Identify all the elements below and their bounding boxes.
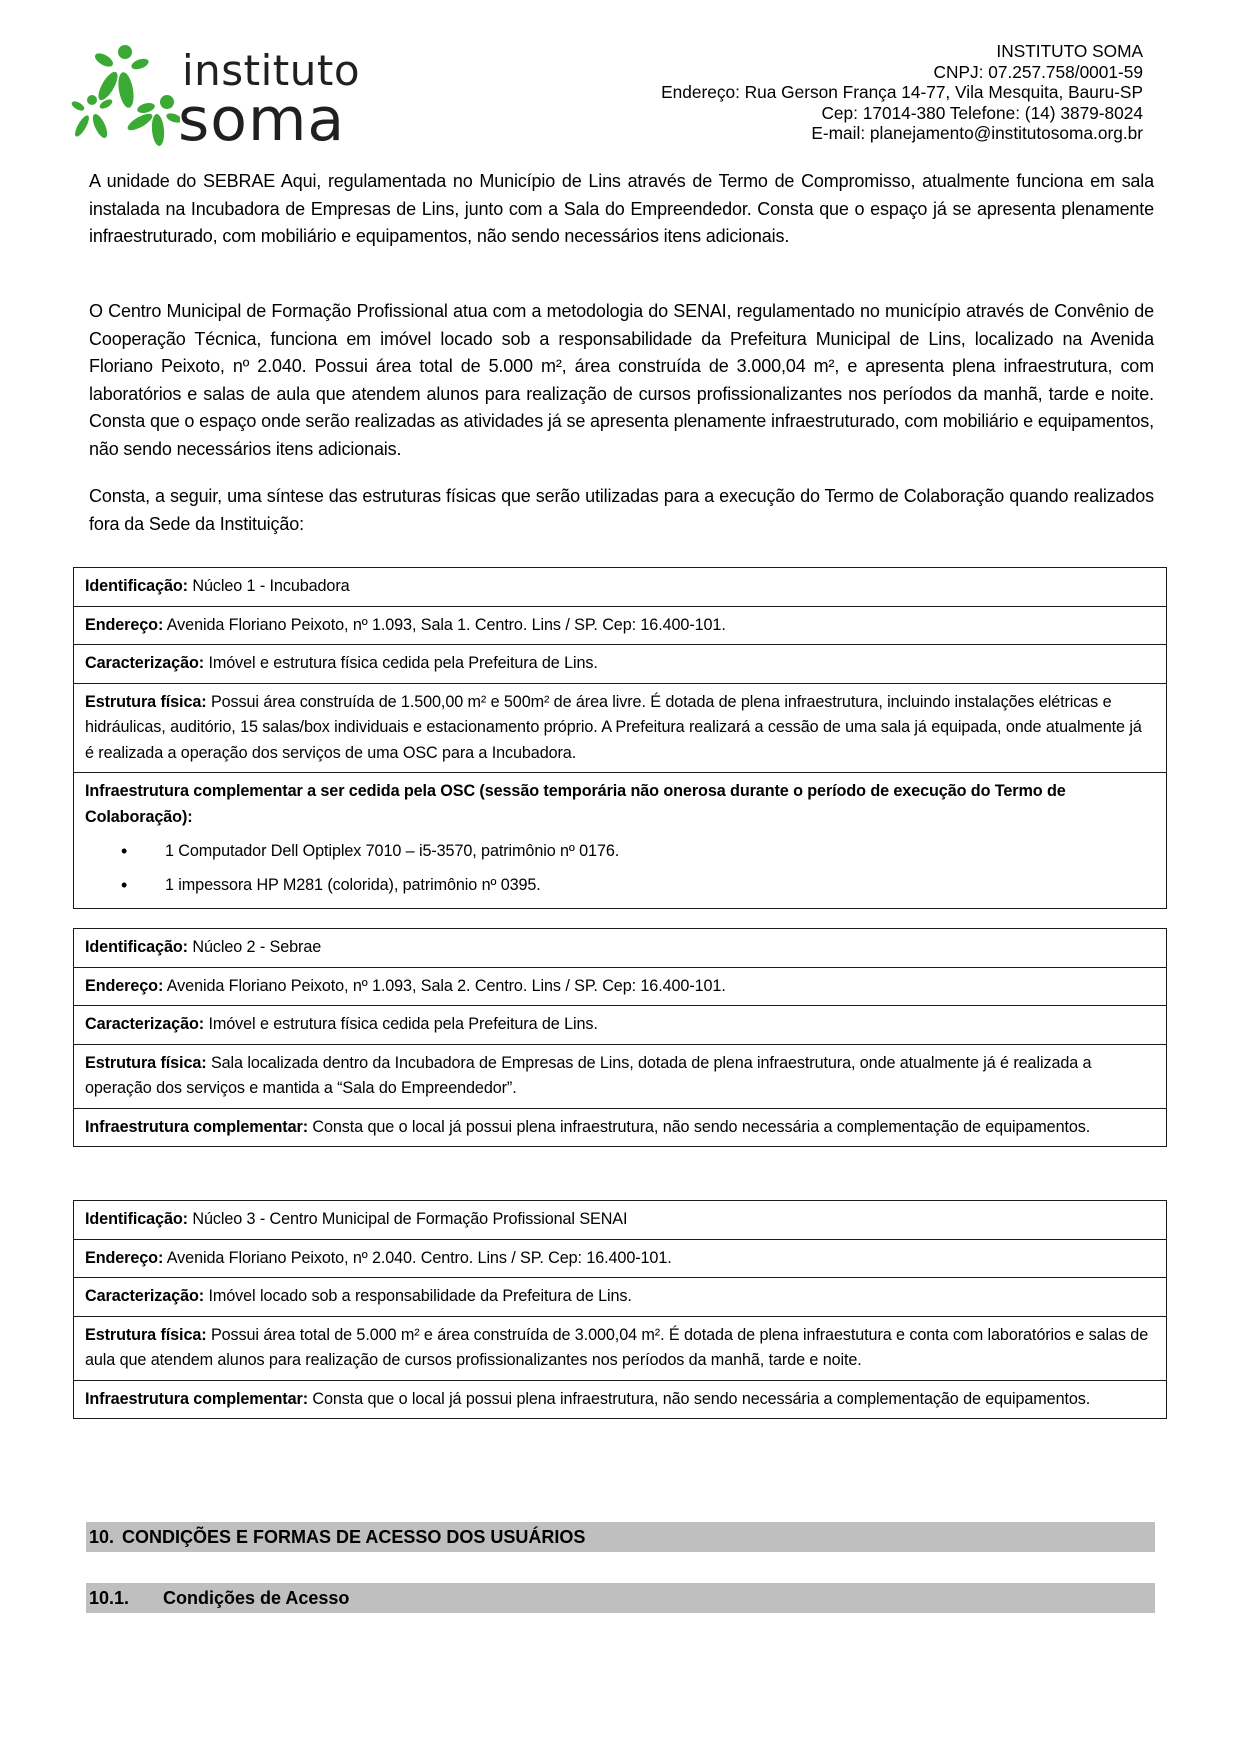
green-leaf-figures-icon <box>70 42 180 152</box>
institute-logo <box>70 42 361 155</box>
field-value: Avenida Floriano Peixoto, nº 2.040. Centro. Lins / SP. Cep: 16.400-101. <box>163 1248 672 1267</box>
field-value: Possui área total de 5.000 m² e área construída de 3.000,04 m². É dotada de plena infraestutura e conta com laboratórios e salas de aula que atendem alunos para realização de cursos profissionalizantes nos períodos da manhã, tarde e noite. <box>85 1325 1149 1369</box>
field-value: Consta que o local já possui plena infraestrutura, não sendo necessária a complementação de equipamentos. <box>307 1389 1091 1408</box>
table-row-caracterizacao <box>74 1278 1167 1317</box>
table-row-estrutura <box>74 1044 1167 1108</box>
paragraph-sintese: Consta, a seguir, uma síntese das estruturas físicas que serão utilizadas para a execução do Termo de Colaboração quando realizados fora da Sede da Instituição: <box>89 486 1154 534</box>
section-number: 10. <box>89 1527 115 1547</box>
paragraph-sebrae-aqui: A unidade do SEBRAE Aqui, regulamentada no Município de Lins através de Termo de Compromisso, atualmente funciona em sala instalada na Incubadora de Empresas de Lins, junto com a Sala do Empreendedor. Consta que o espaço já se apresenta plenamente infraestruturado, com mobiliário e equipamentos, não sendo necessários itens adicionais. <box>89 171 1154 247</box>
nucleo-1-table <box>73 567 1167 909</box>
section-number: 10.1. <box>89 1588 130 1608</box>
table-row-estrutura <box>74 683 1167 773</box>
field-label: Infraestrutura complementar a ser cedida pela OSC (sessão temporária não onerosa durante o período de execução do Termo de Colaboração): <box>85 782 1066 826</box>
field-value: Avenida Floriano Peixoto, nº 1.093, Sala 2. Centro. Lins / SP. Cep: 16.400-101. <box>163 976 726 995</box>
org-address: Endereço: Rua Gerson França 14-77, Vila Mesquita, Bauru-SP <box>661 82 1143 102</box>
field-label: Identificação: <box>85 1210 188 1228</box>
field-value: Núcleo 3 - Centro Municipal de Formação Profissional SENAI <box>187 1210 628 1228</box>
field-label: Infraestrutura complementar: <box>85 1389 308 1408</box>
section-heading-10 <box>86 1522 1155 1552</box>
table-row-complementar <box>74 773 1167 909</box>
equipment-list <box>85 834 1155 902</box>
org-cep-phone: Cep: 17014-380 Telefone: (14) 3879-8024 <box>821 102 1143 123</box>
list-item: • 1 impessora HP M281 (colorida), patrimônio nº 0395. <box>165 868 1155 902</box>
list-item: • 1 Computador Dell Optiplex 7010 – i5-3570, patrimônio nº 0176. <box>165 834 1155 868</box>
table-row-endereco <box>74 967 1167 1006</box>
field-value: Consta que o local já possui plena infraestrutura, não sendo necessária a complementação de equipamentos. <box>307 1117 1091 1136</box>
field-value: Possui área construída de 1.500,00 m² e 500m² de área livre. É dotada de plena infraestrutura, incluindo instalações elétricas e hidráulicas, auditório, 15 salas/box individuais e estacionamento próprio. A Prefeitura realizará a cessão de uma sala já equipada, onde atualmente já é realizada a operação dos serviços de uma OSC para a Incubadora. <box>85 692 1142 762</box>
table-row-caracterizacao <box>74 1006 1167 1045</box>
field-value: Núcleo 2 - Sebrae <box>187 938 322 956</box>
field-label: Endereço: <box>85 976 164 995</box>
field-label: Caracterização: <box>85 654 205 672</box>
table-row-caracterizacao <box>74 645 1167 684</box>
field-label: Endereço: <box>85 615 164 634</box>
org-cnpj: CNPJ: 07.257.758/0001-59 <box>933 61 1143 82</box>
nucleo-3-table <box>73 1200 1167 1419</box>
logo-text-soma: soma <box>178 85 346 155</box>
table-row-estrutura <box>74 1316 1167 1380</box>
table-row-endereco <box>74 1239 1167 1278</box>
field-value: Avenida Floriano Peixoto, nº 1.093, Sala 1. Centro. Lins / SP. Cep: 16.400-101. <box>163 615 726 634</box>
table-row-identificacao <box>74 568 1167 607</box>
org-email: E-mail: planejamento@institutosoma.org.br <box>811 123 1143 143</box>
table-row-endereco <box>74 606 1167 645</box>
field-value: Imóvel locado sob a responsabilidade da Prefeitura de Lins. <box>204 1287 632 1305</box>
field-label: Estrutura física: <box>85 692 207 711</box>
section-heading-10-1 <box>86 1583 1155 1613</box>
paragraph-centro-municipal: O Centro Municipal de Formação Profissional atua com a metodologia do SENAI, regulamentado no município através de Convênio de Cooperação Técnica, funciona em imóvel locado sob a responsabilidade da Prefeitura Municipal de Lins, localizado na Avenida Floriano Peixoto, nº 2.040. Possui área total de 5.000 m², área construída de 3.000,04 m², e apresenta plena infraestrutura, com laboratórios e salas de aula que atendem alunos para realização de cursos profissionalizantes nos períodos da manhã, tarde e noite. Consta que o espaço onde serão realizadas as atividades já se apresenta plenamente infraestruturado, com mobiliário e equipamentos, não sendo necessários itens adicionais. <box>89 301 1155 459</box>
field-value: Sala localizada dentro da Incubadora de Empresas de Lins, dotada de plena infraestrutura, onde atualmente já é realizada a operação dos serviços e mantida a “Sala do Empreendedor”. <box>85 1053 1092 1097</box>
field-label: Endereço: <box>85 1248 164 1267</box>
field-label: Identificação: <box>85 938 188 956</box>
logo-text-instituto: instituto <box>182 46 361 95</box>
field-value: Núcleo 1 - Incubadora <box>187 577 350 595</box>
section-title: Condições de Acesso <box>163 1588 350 1608</box>
org-contact-block <box>661 41 1143 144</box>
field-label: Caracterização: <box>85 1015 205 1033</box>
org-name: INSTITUTO SOMA <box>996 41 1143 61</box>
field-label: Infraestrutura complementar: <box>85 1117 308 1136</box>
field-label: Estrutura física: <box>85 1325 207 1344</box>
table-row-complementar <box>74 1108 1167 1147</box>
section-title: CONDIÇÕES E FORMAS DE ACESSO DOS USUÁRIOS <box>122 1527 586 1547</box>
table-row-identificacao <box>74 929 1167 968</box>
nucleo-2-table <box>73 928 1167 1147</box>
field-value: Imóvel e estrutura física cedida pela Prefeitura de Lins. <box>204 1015 598 1033</box>
field-label: Caracterização: <box>85 1287 205 1305</box>
table-row-identificacao <box>74 1201 1167 1240</box>
field-label: Estrutura física: <box>85 1053 207 1072</box>
table-row-complementar <box>74 1380 1167 1419</box>
field-label: Identificação: <box>85 577 188 595</box>
field-value: Imóvel e estrutura física cedida pela Prefeitura de Lins. <box>204 654 598 672</box>
